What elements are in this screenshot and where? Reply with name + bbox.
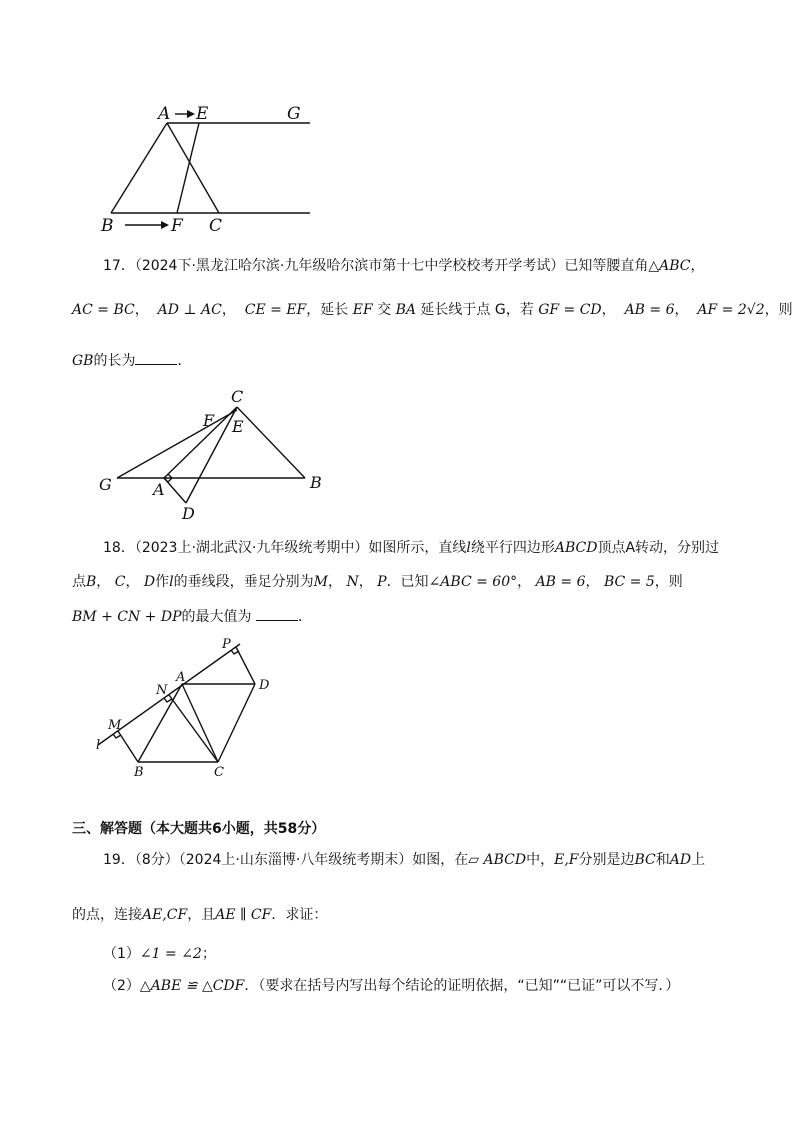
- fig2-label-D: D: [182, 504, 195, 523]
- fig1-label-A: A: [158, 104, 171, 124]
- q17-line3: GB的长为 ．: [72, 350, 191, 371]
- answer-blank-18: [256, 606, 298, 621]
- fig3-label-P: P: [222, 637, 231, 652]
- q17-triangle: △ABC: [648, 258, 691, 274]
- q18-line3: BM + CN + DP的最大值为 ．: [72, 606, 312, 627]
- q17-source: （2024下·黑龙江哈尔滨·九年级哈尔滨市第十七中学校校考开学考试）已知等腰直角: [134, 258, 649, 274]
- fig3-label-M: M: [108, 718, 122, 733]
- q19-line1: 19．（8分）（2024上·山东淄博·八年级统考期末）如图，在▱ ABCD中，E,F分别是边BC和AD上: [103, 852, 706, 868]
- fig2-label-E: E: [232, 417, 244, 436]
- fig3-label-N: N: [156, 683, 168, 698]
- section-heading: 三、解答题（本大题共6小题，共58分）: [72, 821, 326, 837]
- q18-line1: 18．（2023上·湖北武汉·九年级统考期中）如图所示，直线l绕平行四边形ABCD顶点A转动，分别过: [103, 540, 720, 556]
- fig1-label-C: C: [209, 216, 223, 235]
- figure-2: [95, 385, 335, 525]
- figure-3: [90, 632, 290, 782]
- q17-line1: 17．（2024下·黑龙江哈尔滨·九年级哈尔滨市第十七中学校校考开学考试）已知等腰直角△ABC，: [103, 258, 705, 274]
- figure-1: [95, 95, 325, 235]
- fig1-label-F: F: [171, 216, 183, 235]
- q18-line2: 点B， C， D作l的垂线段，垂足分别为M， N， P．已知∠ABC = 60°， AB = 6， BC = 5，则: [72, 574, 683, 590]
- fig3-label-C: C: [214, 765, 224, 780]
- q17-line2: AC = BC， AD ⊥ AC， CE = EF，延长 EF 交 BA 延长线于点 G，若 GF = CD， AB = 6， AF = 2√2，则: [72, 302, 793, 318]
- q17-number: 17．: [103, 258, 135, 274]
- fig3-label-A: A: [176, 670, 186, 685]
- fig1-label-G: G: [287, 104, 301, 124]
- fig3-label-D: D: [259, 678, 270, 693]
- fig2-label-G: G: [99, 475, 112, 494]
- q19-part1: （1）∠1 = ∠2；: [103, 946, 216, 962]
- fig2-label-B: B: [310, 473, 322, 492]
- answer-blank-17: [135, 350, 177, 365]
- fig3-label-B: B: [134, 765, 144, 780]
- q19-part2: （2）△ABE ≌ △CDF．（要求在括号内写出每个结论的证明依据，“已知”“已证”可以不写．）: [103, 978, 680, 994]
- fig1-label-E: E: [196, 104, 209, 124]
- fig2-label-F: F: [203, 411, 215, 430]
- q19-line2: 的点，连接AE,CF，且AE ∥ CF．求证：: [72, 907, 328, 923]
- fig3-label-l: l: [96, 738, 101, 753]
- fig2-label-C: C: [231, 387, 244, 406]
- fig2-label-A: A: [153, 480, 165, 499]
- fig1-label-B: B: [101, 216, 114, 235]
